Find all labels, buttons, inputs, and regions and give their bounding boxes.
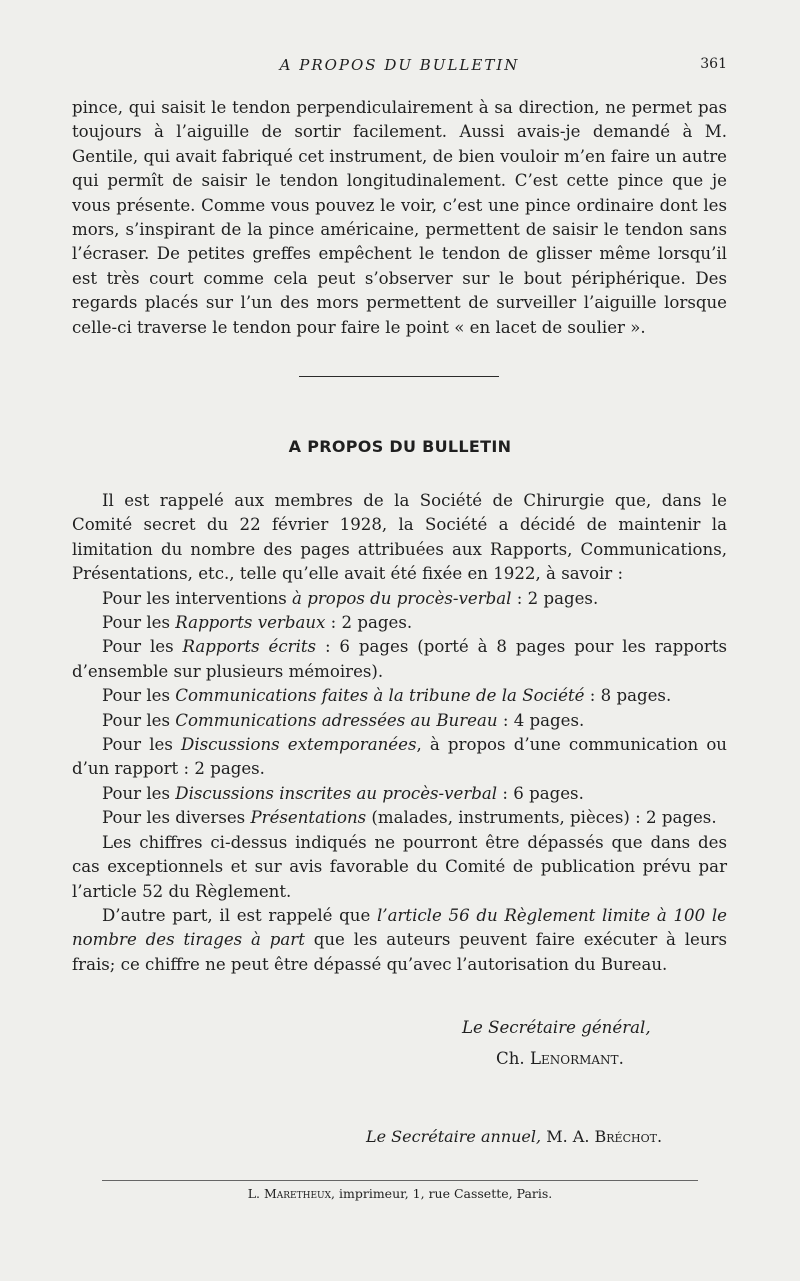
limit-item: Pour les Discussions inscrites au procès-verbal : 6 pages. xyxy=(102,783,584,803)
limit-category: Discussions inscrites au procès-verbal xyxy=(175,783,498,803)
limit-item: Pour les Rapports écrits : 6 pages (porté à 8 pages pour les rapports d’ensemble sur plusieurs mémoires). xyxy=(72,637,728,681)
limit-count: 2 pages xyxy=(527,588,593,608)
limit-category: Présentations xyxy=(250,808,367,828)
printer-imprint: L. Maretheux, imprimeur, 1, rue Cassette, Paris. xyxy=(247,1186,553,1201)
annual-secretary-title: Le Secrétaire annuel, xyxy=(366,1127,542,1146)
limit-category: Communications faites à la tribune de la Société xyxy=(175,686,585,706)
running-header xyxy=(72,56,727,80)
section-divider xyxy=(299,376,499,377)
running-title: A PROPOS DU BULLETIN xyxy=(279,56,520,74)
footer-divider xyxy=(102,1180,698,1181)
reprints-rule: l’article 56 du Règlement limite à 100 le nombre des tirages à part xyxy=(72,905,727,950)
continued-paragraph-block xyxy=(72,96,727,340)
limit-category: Discussions extemporanées xyxy=(181,735,417,755)
limit-count: 2 pages xyxy=(646,808,712,828)
limit-item: Pour les diverses Présentations (malades, instruments, pièces) : 2 pages. xyxy=(102,808,717,828)
bulletin-notice xyxy=(72,489,727,977)
continued-paragraph: pince, qui saisit le tendon perpendiculairement à sa direction, ne permet pas toujours à l’aiguille de sortir facilement. Aussi avais-je demandé à M. Gentile, qui avait fabriqué cet instrument, de bien vouloir m’en faire un autre qui permît de saisir le tendon longitudinalement. C’est cette pince que je vous présente. Comme vous pouvez le voir, c’est une pince ordinaire dont les mors, s’inspirant de la pince américaine, permettent de saisir le tendon sans l’écraser. De petites greffes empêchent le tendon de glisser même lorsqu’il est très court comme cela peut s’observer sur le bout périphérique. Des regards placés sur l’un des mors permettent de surveiller l’aiguille lorsque celle-ci traverse le tendon pour faire le point « en lacet de soulier ». xyxy=(72,98,727,337)
limit-count: 4 pages xyxy=(513,710,580,730)
limit-count: 8 pages xyxy=(600,686,666,706)
general-secretary-title: Le Secrétaire général, xyxy=(462,1018,651,1037)
reprints-paragraph: D’autre part, il est rappelé que l’article 56 du Règlement limite à 100 le nombre des tirages à part que les auteurs peuvent faire exécuter à leurs frais; ce chiffre ne peut être dépassé qu’avec l’autorisation du Bureau. xyxy=(72,905,727,974)
limit-category: Communications adressées au Bureau xyxy=(175,710,498,730)
limit-item: Pour les Communications adressées au Bureau : 4 pages. xyxy=(102,710,585,730)
limit-item: Pour les Discussions extemporanées, à propos d’une communication ou d’un rapport : 2 pages. xyxy=(72,735,727,779)
limit-count: 2 pages xyxy=(341,613,407,633)
section-title: A PROPOS DU BULLETIN xyxy=(288,437,512,456)
exception-paragraph: Les chiffres ci-dessus indiqués ne pourront être dépassés que dans des cas exceptionnels et sur avis favorable du Comité de publication prévu par l’article 52 du Règlement. xyxy=(72,832,727,901)
limit-category: à propos du procès-verbal xyxy=(292,588,512,608)
limit-item: Pour les interventions à propos du procès-verbal : 2 pages. xyxy=(102,588,599,608)
general-secretary-name: Ch. Lenormant. xyxy=(496,1049,624,1068)
limit-category: Rapports verbaux xyxy=(175,613,326,633)
limit-count: 2 pages xyxy=(194,759,260,779)
annual-secretary-name: Bréchot xyxy=(594,1127,657,1146)
limit-item: Pour les Rapports verbaux : 2 pages. xyxy=(102,613,413,633)
intro-paragraph: Il est rappelé aux membres de la Société de Chirurgie que, dans le Comité secret du 22 février 1928, la Société a décidé de maintenir la limitation du nombre des pages attribuées aux Rapports, Communications, Présentations, etc., telle qu’elle avait été fixée en 1922, à savoir : xyxy=(72,491,727,584)
limit-category: Rapports écrits xyxy=(182,637,317,657)
page-number: 361 xyxy=(700,56,727,72)
limit-item: Pour les Communications faites à la tribune de la Société : 8 pages. xyxy=(102,686,672,706)
limit-count: 6 pages xyxy=(513,783,579,803)
annual-secretary-line: Le Secrétaire annuel, M. A. Bréchot. xyxy=(366,1127,663,1146)
limit-count: 6 pages xyxy=(339,637,409,657)
